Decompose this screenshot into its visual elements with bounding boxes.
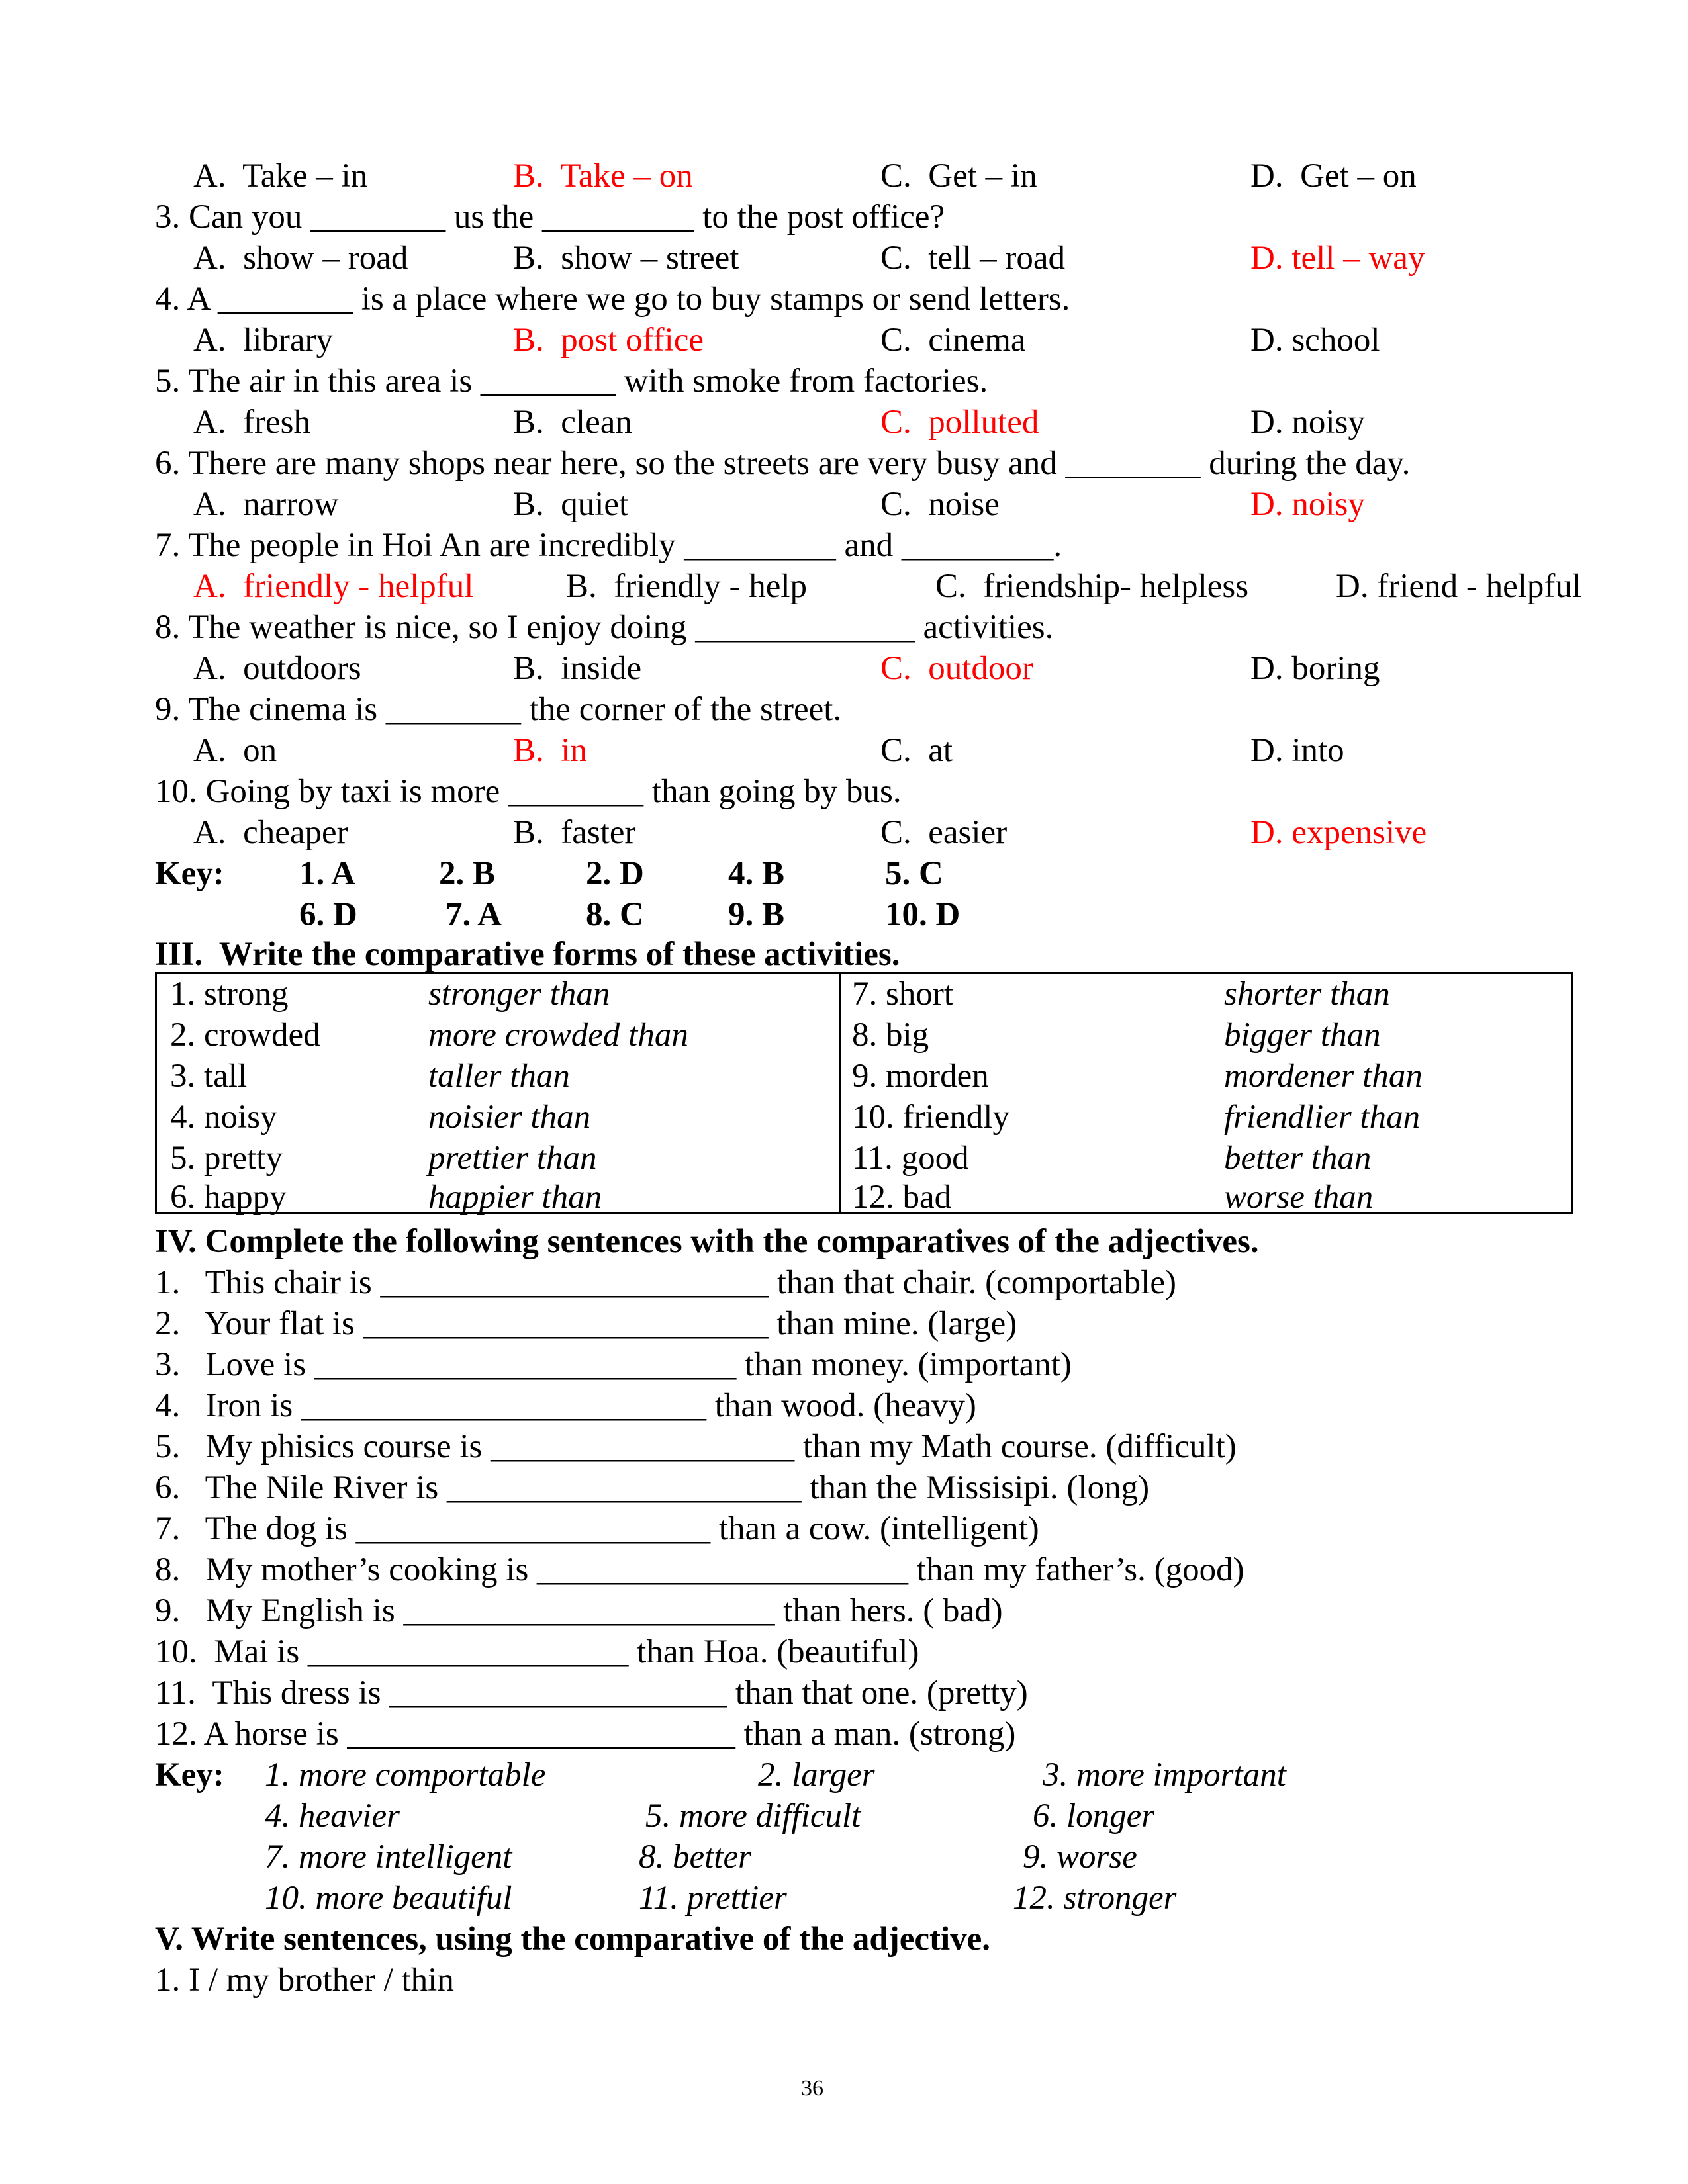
key-item: 12. stronger — [1013, 1880, 1177, 1917]
key-item: 2. B — [439, 855, 496, 892]
key-item: 8. C — [586, 896, 644, 933]
q8-option-b: B. inside — [513, 650, 642, 687]
q7-option-d: D. friend - helpful — [1336, 568, 1582, 605]
section-5-heading: V. Write sentences, using the comparative of the adjective. — [155, 1921, 991, 1958]
section-4-heading: IV. Complete the following sentences with the comparatives of the adjectives. — [155, 1223, 1259, 1260]
key-item: 4. heavier — [265, 1797, 400, 1835]
q5-option-a: A. fresh — [193, 404, 311, 441]
exercise-item: 9. My English is ______________________ than hers. ( bad) — [155, 1592, 1003, 1629]
q6-option-b: B. quiet — [513, 486, 629, 523]
q9-option-b-answer: B. in — [513, 732, 587, 769]
table-answer: more crowded than — [428, 1017, 688, 1054]
key-item: 1. more comportable — [265, 1756, 546, 1794]
table-word: 10. friendly — [852, 1099, 1009, 1136]
key-item: 8. better — [639, 1839, 751, 1876]
q7-stem: 7. The people in Hoi An are incredibly _________ and _________. — [155, 527, 1062, 564]
table-word: 8. big — [852, 1017, 929, 1054]
q10-option-b: B. faster — [513, 814, 636, 851]
exercise-item: 12. A horse is _______________________ than a man. (strong) — [155, 1715, 1016, 1752]
q10-option-c: C. easier — [880, 814, 1008, 851]
q10-stem: 10. Going by taxi is more ________ than going by bus. — [155, 773, 902, 810]
exercise-item: 8. My mother’s cooking is ______________________ than my father’s. (good) — [155, 1551, 1244, 1588]
q5-option-b: B. clean — [513, 404, 632, 441]
q5-option-d: D. noisy — [1250, 404, 1365, 441]
key-item: 6. longer — [1033, 1797, 1155, 1835]
key-item: 5. C — [885, 855, 943, 892]
table-word: 6. happy — [170, 1179, 287, 1216]
q2-option-c: C. Get – in — [880, 158, 1037, 195]
q4-option-d: D. school — [1250, 322, 1380, 359]
key-item: 9. B — [728, 896, 785, 933]
table-word: 4. noisy — [170, 1099, 277, 1136]
key-label: Key: — [155, 1756, 224, 1794]
q8-option-d: D. boring — [1250, 650, 1380, 687]
table-answer: prettier than — [428, 1140, 597, 1177]
q4-stem: 4. A ________ is a place where we go to buy stamps or send letters. — [155, 281, 1070, 318]
q9-option-a: A. on — [193, 732, 277, 769]
q3-option-b: B. show – street — [513, 240, 739, 277]
q8-option-c-answer: C. outdoor — [880, 650, 1033, 687]
q3-option-d-answer: D. tell – way — [1250, 240, 1425, 277]
q9-option-d: D. into — [1250, 732, 1344, 769]
key-item: 4. B — [728, 855, 785, 892]
section-3-heading: III. Write the comparative forms of these activities. — [155, 936, 900, 973]
q10-option-d-answer: D. expensive — [1250, 814, 1427, 851]
exercise-item: 5. My phisics course is __________________ than my Math course. (difficult) — [155, 1428, 1237, 1465]
table-answer: bigger than — [1224, 1017, 1381, 1054]
q6-stem: 6. There are many shops near here, so the streets are very busy and ________ during the day. — [155, 445, 1411, 482]
q6-option-a: A. narrow — [193, 486, 339, 523]
q3-stem: 3. Can you ________ us the _________ to the post office? — [155, 199, 945, 236]
key-item: 7. A — [445, 896, 502, 933]
q4-option-c: C. cinema — [880, 322, 1026, 359]
q8-stem: 8. The weather is nice, so I enjoy doing _____________ activities. — [155, 609, 1054, 646]
q2-option-a: A. Take – in — [193, 158, 368, 195]
table-answer: worse than — [1224, 1179, 1374, 1216]
table-word: 7. short — [852, 976, 953, 1013]
exercise-item: 2. Your flat is ________________________ than mine. (large) — [155, 1305, 1017, 1342]
table-answer: friendlier than — [1224, 1099, 1421, 1136]
q9-stem: 9. The cinema is ________ the corner of the street. — [155, 691, 842, 728]
key-item: 5. more difficult — [645, 1797, 861, 1835]
q3-option-c: C. tell – road — [880, 240, 1066, 277]
key-item: 2. larger — [758, 1756, 875, 1794]
q2-option-d: D. Get – on — [1250, 158, 1417, 195]
table-answer: stronger than — [428, 976, 610, 1013]
exercise-item: 1. I / my brother / thin — [155, 1962, 454, 1999]
exercise-item: 11. This dress is ____________________ than that one. (pretty) — [155, 1674, 1028, 1711]
q4-option-a: A. library — [193, 322, 334, 359]
q9-option-c: C. at — [880, 732, 953, 769]
table-word: 2. crowded — [170, 1017, 320, 1054]
exercise-item: 1. This chair is _______________________ than that chair. (comportable) — [155, 1264, 1176, 1301]
table-answer: shorter than — [1224, 976, 1390, 1013]
q8-option-a: A. outdoors — [193, 650, 361, 687]
exercise-item: 10. Mai is ___________________ than Hoa. (beautiful) — [155, 1633, 919, 1670]
table-word: 11. good — [852, 1140, 969, 1177]
comparative-table — [155, 972, 1573, 1214]
q5-stem: 5. The air in this area is ________ with smoke from factories. — [155, 363, 988, 400]
q10-option-a: A. cheaper — [193, 814, 348, 851]
table-word: 9. morden — [852, 1058, 989, 1095]
table-word: 5. pretty — [170, 1140, 283, 1177]
exercise-item: 3. Love is _________________________ than money. (important) — [155, 1346, 1072, 1383]
page-number: 36 — [801, 2076, 823, 2101]
table-answer: better than — [1224, 1140, 1372, 1177]
q2-option-b-answer: B. Take – on — [513, 158, 693, 195]
q4-option-b-answer: B. post office — [513, 322, 704, 359]
q7-option-c: C. friendship- helpless — [935, 568, 1249, 605]
table-answer: taller than — [428, 1058, 570, 1095]
key-item: 6. D — [299, 896, 357, 933]
q3-option-a: A. show – road — [193, 240, 408, 277]
q7-option-b: B. friendly - help — [566, 568, 807, 605]
exercise-item: 4. Iron is ________________________ than wood. (heavy) — [155, 1387, 976, 1424]
key-item: 11. prettier — [639, 1880, 787, 1917]
key-item: 1. A — [299, 855, 356, 892]
table-word: 1. strong — [170, 976, 289, 1013]
exercise-item: 7. The dog is _____________________ than a cow. (intelligent) — [155, 1510, 1039, 1547]
table-answer: happier than — [428, 1179, 602, 1216]
key-item: 2. D — [586, 855, 644, 892]
exercise-item: 6. The Nile River is _____________________ than the Missisipi. (long) — [155, 1469, 1150, 1506]
key-item: 3. more important — [1043, 1756, 1286, 1794]
key-label: Key: — [155, 855, 224, 892]
table-divider — [839, 974, 841, 1212]
table-answer: mordener than — [1224, 1058, 1423, 1095]
table-answer: noisier than — [428, 1099, 591, 1136]
table-word: 3. tall — [170, 1058, 248, 1095]
key-item: 9. worse — [1023, 1839, 1137, 1876]
q6-option-c: C. noise — [880, 486, 1000, 523]
q7-option-a-answer: A. friendly - helpful — [193, 568, 474, 605]
key-item: 10. more beautiful — [265, 1880, 512, 1917]
q6-option-d-answer: D. noisy — [1250, 486, 1365, 523]
key-item: 10. D — [885, 896, 961, 933]
key-item: 7. more intelligent — [265, 1839, 512, 1876]
q5-option-c-answer: C. polluted — [880, 404, 1039, 441]
table-word: 12. bad — [852, 1179, 952, 1216]
